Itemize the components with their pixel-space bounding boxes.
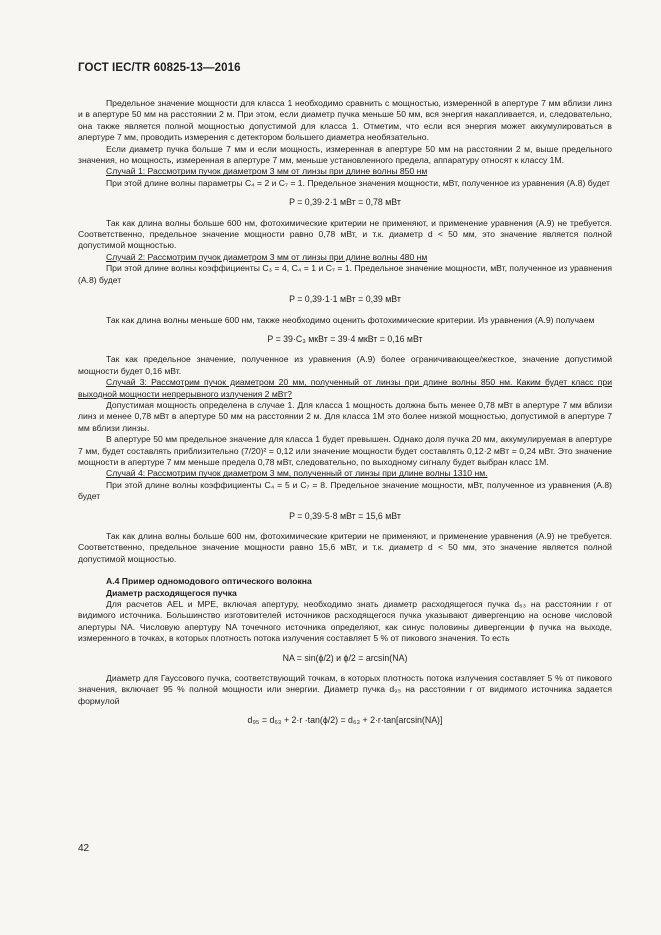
- equation: NA = sin(ϕ/2) и ϕ/2 = arcsin(NA): [282, 652, 408, 663]
- paragraph: Так как длина волны меньше 600 нм, также необходимо оценить фотохимические критерии. Из уравнения (А.9) получаем: [106, 314, 595, 325]
- equation: P = 0,39·5·8 мВт = 15,6 мВт: [289, 510, 401, 521]
- case-1-title: Случай 1: Рассмотрим пучок диаметром 3 мм от линзы при длине волны 850 нм: [106, 166, 428, 177]
- subsection-heading: Диаметр расходящегося пучка: [106, 587, 237, 598]
- case-4-title: Случай 4: Рассмотрим пучок диаметром 3 мм, полученный от линзы при длине волны 1310 нм.: [106, 468, 488, 479]
- paragraph: Так как длина волны больше 600 нм, фотохимические критерии не применяют, и применение уравнения (А.9) не требуется. Соответственно, предельное значение мощности равно 15,6 мВт, и т.к. диаметр d < 50 мм, это значение является полной допустимой мощностью.: [78, 531, 612, 564]
- equation: P = 0,39·2·1 мВт = 0,78 мВт: [289, 197, 401, 208]
- equation: P = 0,39·1·1 мВт = 0,39 мВт: [289, 294, 401, 305]
- paragraph: Если диаметр пучка больше 7 мм и если мощность, измеренная в апертуре 50 мм на расстоянии 2 м, выше предельного значения, но мощность, измеренная в апертуре 7 мм, меньше установленного предела, аппаратуру относят к классу 1М.: [78, 143, 612, 166]
- section-spacer: [78, 565, 612, 576]
- paragraph: Предельное значение мощности для класса 1 необходимо сравнить с мощностью, измеренной в апертуре 7 мм вблизи линз и в апертуре 50 мм на расстоянии 2 м. При этом, если диаметр пучка меньше 50 мм, вся энергия накапливается, и, следовательно, она также является полной мощностью допустимой для класса 1. Отметим, что если вся энергия может аккумулироваться в апертуре 7 мм, проводить измерения с детектором большего диаметра необязательно.: [78, 98, 612, 143]
- paragraph: В апертуре 50 мм предельное значение для класса 1 будет превышен. Однако доля пучка 20 мм, аккумулируемая в апертуре 7 мм, будет составлять приблизительно (7/20)² = 0,12 или значение мощности будет составлять 0,12·2 мВт = 0,24 мВт. Это значение мощности в апертуре 7 мм меньше предела 0,78 мВт, следовательно, по выходному сигналу будет выбран класс 1М.: [78, 434, 612, 467]
- document-header: ГОСТ IEC/TR 60825-13—2016: [78, 62, 241, 74]
- paragraph: Так как предельное значение, полученное из уравнения (А.9) более ограничивающее/жесткое, значение допустимой мощности будет 0,16 мВт.: [78, 354, 612, 376]
- paragraph: Допустимая мощность определена в случае 1. Для класса 1 мощность должна быть менее 0,78 мВт в апертуре 7 мм вблизи линз и менее 0,78 мВт в апертуре 50 мм на расстоянии 2 м. Для класса 1М это более низкой мощностью, допустимой в апертуре 7 мм вблизи линзы.: [78, 399, 612, 433]
- page-number: 42: [78, 843, 90, 854]
- paragraph: Диаметр для Гауссового пучка, соответствующий точкам, в которых плотность потока излучения составляет 5 % от пикового значения, включает 95 % полной мощности или энергии. Диаметр пучка d₉₅ на расстоянии r от видимого источника задается формулой: [78, 673, 612, 706]
- paragraph: При этой длине волны коэффициенты C₃ = 4, C₄ = 1 и C₇ = 1. Предельное значение мощности, мВт, полученное из уравнения (А.8) будет: [78, 263, 612, 285]
- document-body: [78, 98, 612, 736]
- paragraph: При этой длине волны параметры C₄ = 2 и C₇ = 1. Предельное значения мощности, мВт, полученное из уравнения (А.8) будет: [106, 177, 610, 188]
- section-heading: А.4 Пример одномодового оптического волокна: [106, 576, 312, 587]
- equation: d₉₅ = d₆₃ + 2·r ·tan(ϕ/2) = d₆₃ + 2·r·tan[arcsin(NA)]: [247, 715, 443, 726]
- equation: P = 39·C₃ мкВт = 39·4 мкВт = 0,16 мВт: [267, 333, 423, 344]
- case-2-title: Случай 2: Рассмотрим пучок диаметром 3 мм от линзы при длине волны 480 нм: [106, 251, 428, 262]
- paragraph: При этой длине волны коэффициенты C₄ = 5 и C₇ = 8. Предельное значение мощности, мВт, полученное из уравнения (А.8) будет: [78, 479, 612, 502]
- case-3-title: Случай 3: Рассмотрим пучок диаметром 20 мм, полученный от линзы при длине волны 850 нм. Каким будет класс при выходной мощности непрерывного излучения 2 мВт?: [78, 377, 612, 399]
- paragraph: Для расчетов AEL и MPE, включая апертуру, необходимо знать диаметр расходящегося пучка d₆₃ на расстоянии r от видимого источника. Большинство изготовителей источников расходящегося пучка указывают дивергенцию на основе числовой апертуры NA. Числовую апертуру NA точечного источника определяют, как синус половины дивергенции ϕ пучка на выходе, измеренного в точках, в которых плотность потока излучения составляет 5 % от пикового значения. То есть: [78, 599, 612, 644]
- paragraph: Так как длина волны больше 600 нм, фотохимические критерии не применяют, и применение уравнения (А.9) не требуется. Соответственно, предельное значение мощности равно 0,78 мВт, и т.к. диаметр d < 50 мм, это значение является полной допустимой мощностью.: [78, 217, 612, 251]
